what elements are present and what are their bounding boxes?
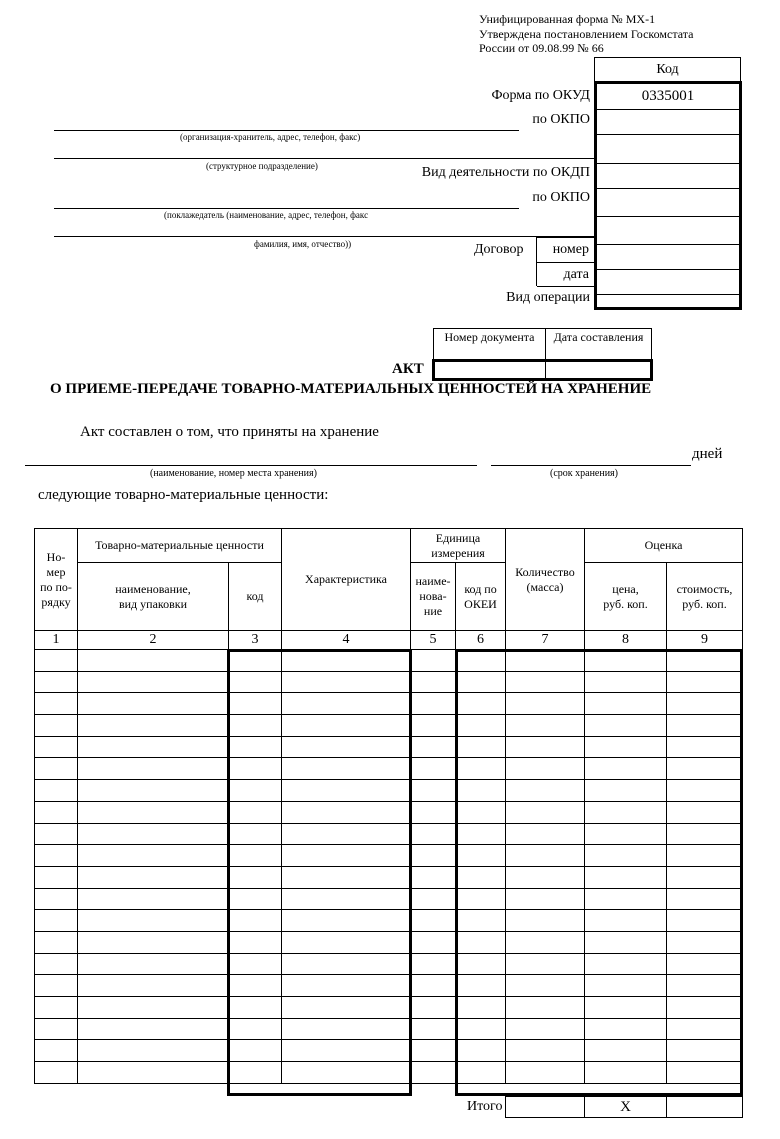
table-row [35,1040,743,1062]
table-cell[interactable] [229,780,282,802]
table-cell[interactable] [411,975,456,997]
table-row [35,650,743,672]
column-number: 9 [667,631,743,650]
total-label: Итого [467,1099,503,1114]
depositor-caption: (поклажедатель (наименование, адрес, телефон, факс [164,210,369,220]
column-number: 5 [411,631,456,650]
table-cell[interactable] [411,845,456,867]
following-text: следующие товарно-материальные ценности: [38,487,329,503]
table-cell[interactable] [282,823,411,845]
table-cell[interactable] [229,888,282,910]
table-row [35,845,743,867]
table-cell[interactable] [667,975,743,997]
total-cost-field[interactable] [667,1097,743,1118]
depositor-line-2[interactable] [54,236,594,237]
table-cell[interactable] [35,801,78,823]
division-caption: (структурное подразделение) [206,161,318,171]
column-number: 8 [585,631,667,650]
table-cell[interactable] [456,693,506,715]
contract-number-field[interactable] [597,245,739,270]
division-code-field[interactable] [597,135,739,164]
table-cell[interactable] [411,801,456,823]
table-row [35,671,743,693]
table-cell[interactable] [506,650,585,672]
total-quantity-field[interactable] [506,1097,585,1118]
table-cell[interactable] [282,736,411,758]
table-cell[interactable] [282,997,411,1019]
table-cell[interactable] [229,953,282,975]
table-cell[interactable] [35,997,78,1019]
table-cell[interactable] [35,1018,78,1040]
table-row [35,866,743,888]
table-cell[interactable] [585,1062,667,1084]
table-cell[interactable] [229,693,282,715]
unit-group-header: Единица измерения [411,529,506,563]
table-cell[interactable] [282,975,411,997]
days-label: дней [692,446,723,462]
table-cell[interactable] [282,780,411,802]
col-number-header: Но- мер по по- рядку [35,529,78,631]
table-cell[interactable] [78,736,229,758]
table-cell[interactable] [411,780,456,802]
table-cell[interactable] [667,1062,743,1084]
table-cell[interactable] [585,888,667,910]
operation-type-field[interactable] [597,295,739,315]
column-number: 6 [456,631,506,650]
table-cell[interactable] [78,997,229,1019]
intro-text: Акт составлен о том, что приняты на хранение [80,424,379,440]
table-cell[interactable] [78,953,229,975]
table-cell[interactable] [35,780,78,802]
table-row [35,888,743,910]
table-cell[interactable] [506,997,585,1019]
table-cell[interactable] [229,671,282,693]
table-cell[interactable] [229,650,282,672]
column-number: 1 [35,631,78,650]
goods-group-header: Товарно-материальные ценности [78,529,282,563]
okud-code[interactable]: 0335001 [597,84,739,110]
table-cell[interactable] [229,715,282,737]
table-cell[interactable] [229,758,282,780]
table-cell[interactable] [78,975,229,997]
table-cell[interactable] [456,997,506,1019]
table-cell[interactable] [282,715,411,737]
table-cell[interactable] [35,888,78,910]
quantity-header: Количество (масса) [506,529,585,631]
table-cell[interactable] [411,931,456,953]
table-cell[interactable] [78,1062,229,1084]
storage-place-caption: (наименование, номер места хранения) [150,468,317,479]
table-cell[interactable] [78,693,229,715]
table-cell[interactable] [456,715,506,737]
table-cell[interactable] [229,823,282,845]
table-cell[interactable] [229,1062,282,1084]
form-line-1: Унифицированная форма № МХ-1 [479,12,656,26]
table-cell[interactable] [585,931,667,953]
table-cell[interactable] [456,758,506,780]
table-row [35,736,743,758]
table-cell[interactable] [282,671,411,693]
table-cell[interactable] [78,780,229,802]
table-cell[interactable] [229,910,282,932]
table-cell[interactable] [411,736,456,758]
table-cell[interactable] [35,671,78,693]
table-cell[interactable] [35,953,78,975]
table-cell[interactable] [78,801,229,823]
table-row [35,758,743,780]
table-cell[interactable] [282,801,411,823]
table-cell[interactable] [585,953,667,975]
total-row [505,1096,743,1118]
table-cell[interactable] [667,910,743,932]
form-line-3: России от 09.08.99 № 66 [479,41,604,55]
table-cell[interactable] [585,736,667,758]
goods-table [34,528,743,1084]
okdp-label: Вид деятельности по ОКДП [421,165,590,180]
table-cell[interactable] [282,953,411,975]
table-cell[interactable] [456,650,506,672]
table-cell[interactable] [229,997,282,1019]
table-cell[interactable] [229,1040,282,1062]
table-cell[interactable] [282,1040,411,1062]
contract-date-field[interactable] [597,270,739,295]
table-cell[interactable] [456,1018,506,1040]
table-cell[interactable] [506,715,585,737]
table-cell[interactable] [506,910,585,932]
characteristic-header: Характеристика [282,529,411,631]
table-cell[interactable] [585,910,667,932]
table-cell[interactable] [667,823,743,845]
form-line-2: Утверждена постановлением Госкомстата [479,26,694,41]
table-cell[interactable] [35,693,78,715]
goods-name-header: наименование, вид упаковки [78,563,229,631]
table-cell[interactable] [282,845,411,867]
org-line[interactable] [54,130,519,131]
depositor-line[interactable] [54,208,519,209]
table-cell[interactable] [456,845,506,867]
column-number: 7 [506,631,585,650]
table-cell[interactable] [411,1062,456,1084]
table-cell[interactable] [506,953,585,975]
table-cell[interactable] [229,736,282,758]
goods-code-header: код [229,563,282,631]
doc-date-header: Дата составления [546,329,652,361]
table-cell[interactable] [229,801,282,823]
table-cell[interactable] [229,845,282,867]
table-cell[interactable] [667,715,743,737]
table-cell[interactable] [506,866,585,888]
table-cell[interactable] [506,888,585,910]
table-cell[interactable] [456,910,506,932]
table-cell[interactable] [411,823,456,845]
table-cell[interactable] [456,1062,506,1084]
table-cell[interactable] [667,997,743,1019]
table-cell[interactable] [78,758,229,780]
code-header: Код [594,57,741,81]
org-caption: (организация-хранитель, адрес, телефон, факс) [180,132,361,142]
table-cell[interactable] [282,866,411,888]
cost-header: стоимость, руб. коп. [667,563,743,631]
table-cell[interactable] [456,888,506,910]
depositor-caption-2: фамилия, имя, отчество)) [254,239,352,249]
table-cell[interactable] [667,888,743,910]
table-cell[interactable] [667,845,743,867]
table-cell[interactable] [667,693,743,715]
okpo2-label: по ОКПО [532,190,590,205]
act-subtitle: О ПРИЕМЕ-ПЕРЕДАЧЕ ТОВАРНО-МАТЕРИАЛЬНЫХ ЦЕННОСТЕЙ НА ХРАНЕНИЕ [50,381,652,397]
table-cell[interactable] [78,931,229,953]
table-cell[interactable] [667,953,743,975]
table-cell[interactable] [282,931,411,953]
doc-date-field[interactable] [546,362,650,378]
table-cell[interactable] [456,1040,506,1062]
table-row [35,780,743,802]
table-row [35,910,743,932]
table-cell[interactable] [411,650,456,672]
table-cell[interactable] [585,671,667,693]
contract-subbox [536,237,595,286]
storage-term-line[interactable] [491,465,691,466]
table-cell[interactable] [411,671,456,693]
column-number: 2 [78,631,229,650]
price-header: цена, руб. коп. [585,563,667,631]
table-row [35,953,743,975]
table-cell[interactable] [506,845,585,867]
table-cell[interactable] [35,910,78,932]
table-cell[interactable] [35,715,78,737]
okdp-code-field[interactable] [597,164,739,189]
table-cell[interactable] [506,931,585,953]
table-cell[interactable] [35,758,78,780]
column-number: 4 [282,631,411,650]
table-cell[interactable] [585,715,667,737]
table-cell[interactable] [411,997,456,1019]
table-cell[interactable] [456,780,506,802]
table-cell[interactable] [78,888,229,910]
table-cell[interactable] [506,801,585,823]
table-row [35,975,743,997]
table-cell[interactable] [78,715,229,737]
okpo-code-field[interactable] [597,110,739,135]
table-cell[interactable] [506,975,585,997]
okud-label: Форма по ОКУД [491,88,590,103]
table-cell[interactable] [411,866,456,888]
table-cell[interactable] [78,823,229,845]
table-cell[interactable] [585,997,667,1019]
table-cell[interactable] [667,736,743,758]
table-cell[interactable] [411,1040,456,1062]
okpo-label: по ОКПО [532,112,590,127]
valuation-group-header: Оценка [585,529,743,563]
table-cell[interactable] [35,931,78,953]
table-cell[interactable] [667,1040,743,1062]
contract-number-label: номер [537,238,595,263]
division-line[interactable] [54,158,594,159]
table-cell[interactable] [35,866,78,888]
unit-okei-header: код по ОКЕИ [456,563,506,631]
table-cell[interactable] [35,975,78,997]
table-cell[interactable] [411,910,456,932]
table-cell[interactable] [667,650,743,672]
okpo2-code-field[interactable] [597,189,739,217]
table-cell[interactable] [506,758,585,780]
table-cell[interactable] [78,845,229,867]
table-cell[interactable] [456,931,506,953]
unit-name-header: наиме- нова- ние [411,563,456,631]
operation-label: Вид операции [506,290,590,305]
column-number: 3 [229,631,282,650]
table-cell[interactable] [456,866,506,888]
table-cell[interactable] [411,1018,456,1040]
table-row [35,693,743,715]
code-box [594,81,742,310]
table-cell[interactable] [229,931,282,953]
table-cell[interactable] [229,975,282,997]
total-price-mark: X [585,1097,667,1118]
table-cell[interactable] [456,801,506,823]
table-cell[interactable] [282,650,411,672]
table-row [35,931,743,953]
table-cell[interactable] [585,693,667,715]
table-cell[interactable] [667,866,743,888]
table-cell[interactable] [506,823,585,845]
storage-place-line[interactable] [25,465,477,466]
table-cell[interactable] [456,736,506,758]
doc-number-field[interactable] [435,362,546,378]
table-cell[interactable] [667,931,743,953]
doc-number-header: Номер документа [434,329,546,361]
document-box [433,328,652,361]
table-cell[interactable] [667,758,743,780]
table-cell[interactable] [506,1018,585,1040]
table-cell[interactable] [35,1040,78,1062]
table-cell[interactable] [585,845,667,867]
table-cell[interactable] [411,715,456,737]
table-cell[interactable] [78,1040,229,1062]
table-cell[interactable] [282,758,411,780]
table-cell[interactable] [282,1062,411,1084]
table-cell[interactable] [282,1018,411,1040]
table-row [35,997,743,1019]
table-row [35,715,743,737]
table-cell[interactable] [35,736,78,758]
table-cell[interactable] [35,845,78,867]
table-cell[interactable] [667,801,743,823]
table-cell[interactable] [456,975,506,997]
table-cell[interactable] [282,693,411,715]
table-cell[interactable] [78,910,229,932]
table-row [35,1062,743,1084]
table-cell[interactable] [585,975,667,997]
table-cell[interactable] [585,758,667,780]
storage-term-caption: (срок хранения) [550,468,618,479]
table-row [35,823,743,845]
table-cell[interactable] [35,1062,78,1084]
table-cell[interactable] [506,671,585,693]
table-cell[interactable] [506,1062,585,1084]
table-cell[interactable] [456,953,506,975]
table-cell[interactable] [585,1018,667,1040]
table-cell[interactable] [506,736,585,758]
depositor-code-field[interactable] [597,217,739,245]
table-cell[interactable] [506,780,585,802]
table-cell[interactable] [456,671,506,693]
table-cell[interactable] [282,910,411,932]
table-cell[interactable] [585,801,667,823]
table-cell[interactable] [585,1040,667,1062]
table-cell[interactable] [506,693,585,715]
table-cell[interactable] [411,693,456,715]
table-cell[interactable] [585,823,667,845]
table-row [35,801,743,823]
table-cell[interactable] [667,780,743,802]
table-row [35,1018,743,1040]
contract-date-label: дата [537,263,595,287]
table-cell[interactable] [667,671,743,693]
table-cell[interactable] [229,866,282,888]
table-cell[interactable] [456,823,506,845]
table-cell[interactable] [229,1018,282,1040]
table-cell[interactable] [35,650,78,672]
table-cell[interactable] [411,758,456,780]
table-cell[interactable] [282,888,411,910]
contract-label: Договор [474,242,524,257]
table-cell[interactable] [78,1018,229,1040]
table-cell[interactable] [78,671,229,693]
document-values [432,359,653,381]
table-cell[interactable] [667,1018,743,1040]
table-cell[interactable] [411,953,456,975]
table-cell[interactable] [78,650,229,672]
table-cell[interactable] [411,888,456,910]
table-cell[interactable] [78,866,229,888]
table-cell[interactable] [585,650,667,672]
table-cell[interactable] [506,1040,585,1062]
act-title: АКТ [392,361,424,377]
table-cell[interactable] [585,780,667,802]
table-cell[interactable] [585,866,667,888]
form-reference [479,12,693,56]
table-cell[interactable] [35,823,78,845]
column-numbers-row [35,631,743,650]
